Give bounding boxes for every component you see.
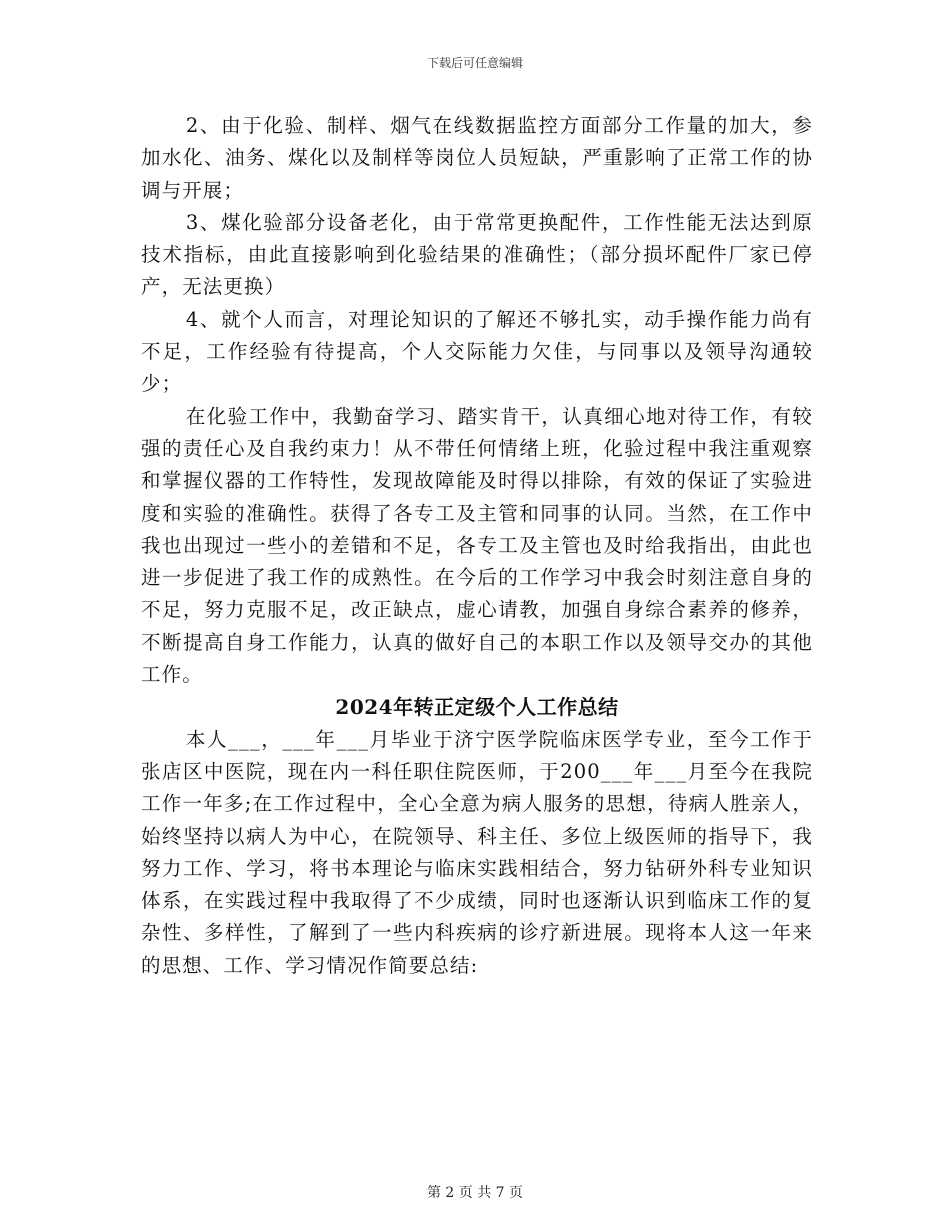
document-body	[141, 110, 813, 982]
page-footer: 第 2 页 共 7 页	[426, 1185, 524, 1201]
page-header: 下载后可任意编辑	[426, 56, 523, 70]
paragraph-work-summary: 在化验工作中，我勤奋学习、踏实肯干，认真细心地对待工作，有较强的责任心及自我约束力！从不带任何情绪上班，化验过程中我注重观察和掌握仪器的工作特性，发现故障能及时得以排除，有效的保证了实验进度和实验的准确性。获得了各专工及主管和同事的认同。当然，在工作中我也出现过一些小的差错和不足，各专工及主管也及时给我指出，由此也进一步促进了我工作的成熟性。在今后的工作学习中我会时刻注意自身的不足，努力克服不足，改正缺点，虚心请教，加强自身综合素养的修养，不断提高自身工作能力，认真的做好自己的本职工作以及领导交办的其他工作。	[141, 404, 813, 687]
paragraph-item-4: 4、就个人而言，对理论知识的了解还不够扎实，动手操作能力尚有不足，工作经验有待提高，个人交际能力欠佳，与同事以及领导沟通较少；	[141, 307, 813, 396]
section-title: 2024年转正定级个人工作总结	[335, 695, 619, 720]
paragraph-item-3: 3、煤化验部分设备老化，由于常常更换配件，工作性能无法达到原技术指标，由此直接影响到化验结果的准确性；（部分损坏配件厂家已停产，无法更换）	[141, 210, 813, 299]
paragraph-intro: 本人___，___年___月毕业于济宁医学院临床医学专业，至今工作于张店区中医院，现在内一科任职住院医师，于200___年___月至今在我院工作一年多;在工作过程中，全心全意为病人服务的思想，待病人胜亲人，始终坚持以病人为中心，在院领导、科主任、多位上级医师的指导下，我努力工作、学习，将书本理论与临床实践相结合，努力钻研外科专业知识体系，在实践过程中我取得了不少成绩，同时也逐渐认识到临床工作的复杂性、多样性，了解到了一些内科疾病的诊疗新进展。现将本人这一年来的思想、工作、学习情况作简要总结:	[141, 727, 813, 977]
paragraph-item-2: 2、由于化验、制样、烟气在线数据监控方面部分工作量的加大，参加水化、油务、煤化以及制样等岗位人员短缺，严重影响了正常工作的协调与开展；	[141, 114, 813, 202]
